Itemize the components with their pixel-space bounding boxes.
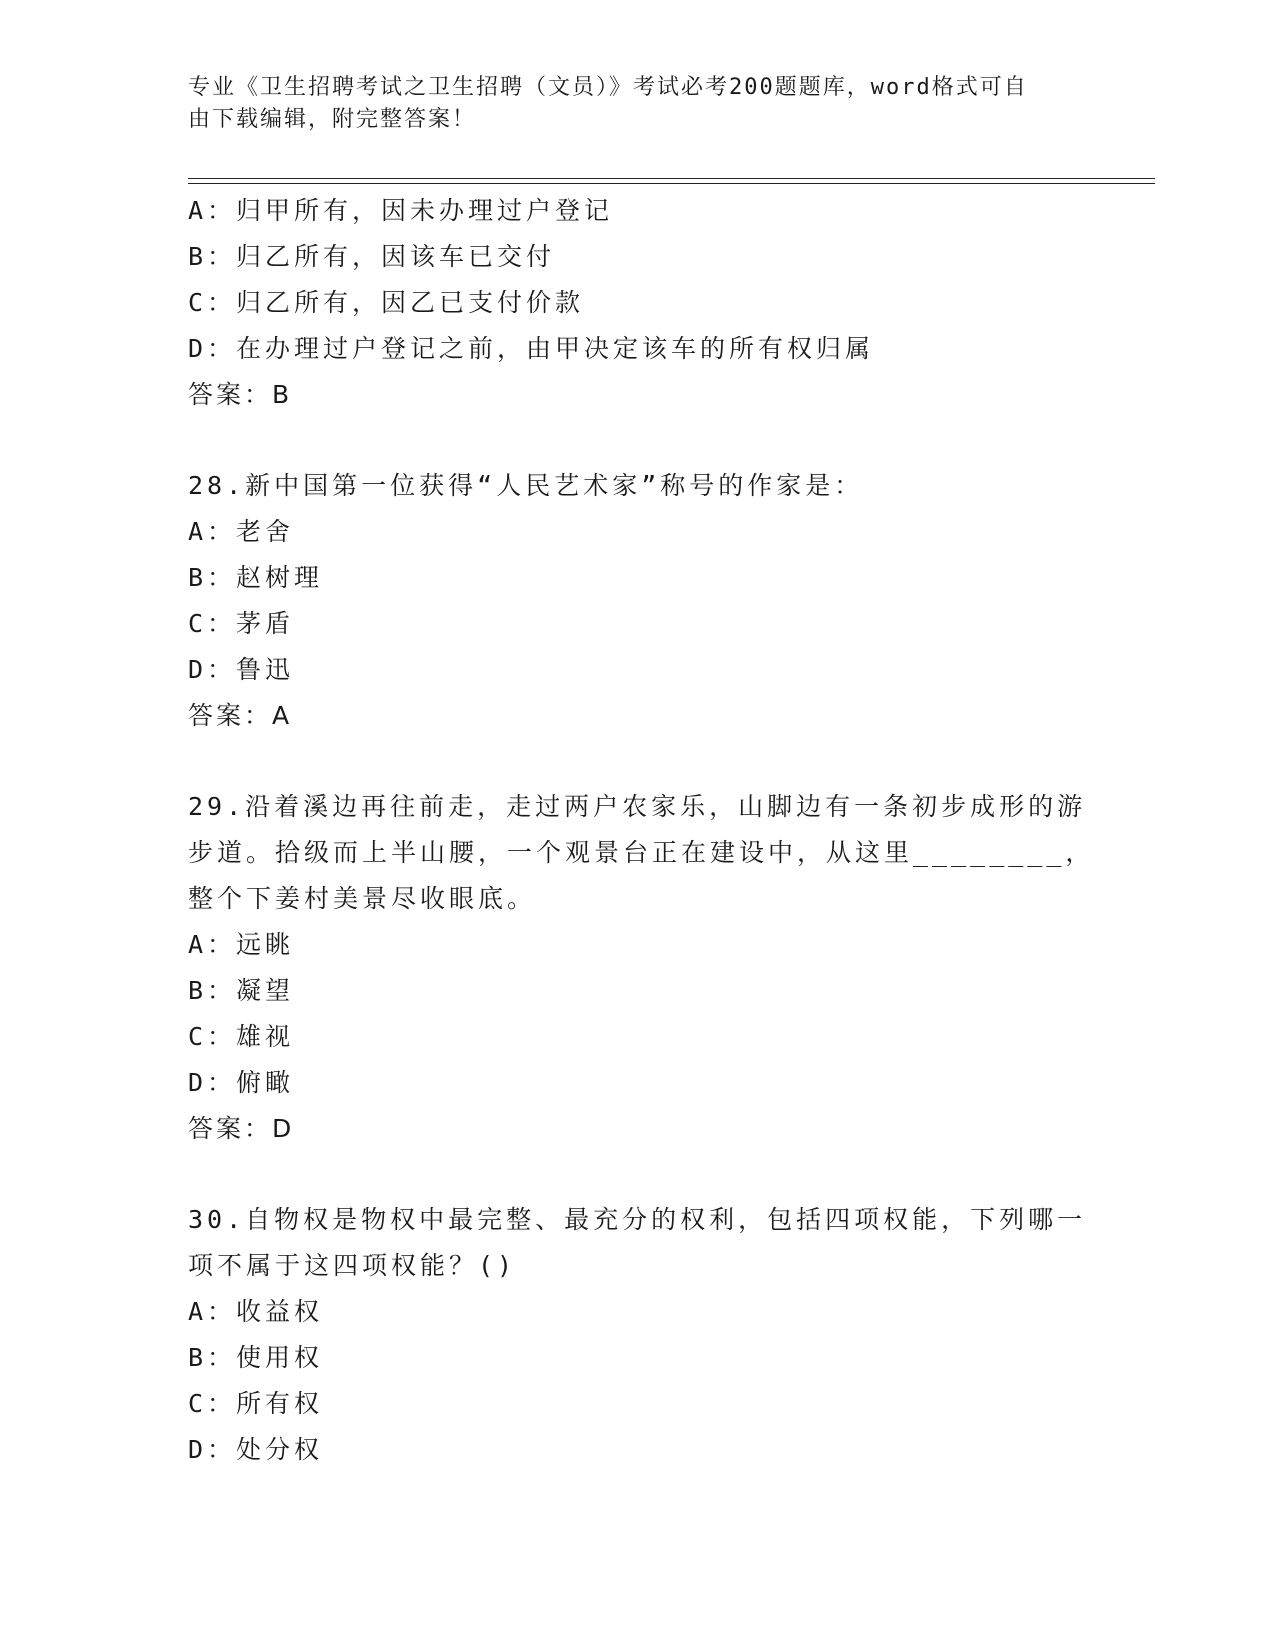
- option-b: B：赵树理: [188, 563, 324, 592]
- question-list: [188, 188, 1095, 1473]
- option-b: B：使用权: [188, 1343, 324, 1372]
- question-text-line-2: 项不属于这四项权能？(): [188, 1251, 517, 1280]
- question-text-line-1: 29.沿着溪边再往前走，走过两户农家乐，山脚边有一条初步成形的游: [188, 792, 1087, 821]
- question-text-line-3: 整个下姜村美景尽收眼底。: [188, 884, 537, 913]
- option-d: D：鲁迅: [188, 655, 295, 684]
- option-b: B：凝望: [188, 976, 295, 1005]
- question-text-line-1: 30.自物权是物权中最完整、最充分的权利，包括四项权能，下列哪一: [188, 1205, 1087, 1234]
- option-a: A：远眺: [188, 930, 295, 959]
- option-a: A：收益权: [188, 1297, 324, 1326]
- answer: 答案：A: [188, 701, 293, 730]
- question-27: [188, 188, 1088, 418]
- question-29: [188, 784, 1095, 1152]
- option-c: C：所有权: [188, 1389, 324, 1418]
- option-c: C：雄视: [188, 1022, 295, 1051]
- answer: 答案：D: [188, 1114, 295, 1143]
- option-a: A：归甲所有，因未办理过户登记: [188, 196, 614, 225]
- option-d: D：在办理过户登记之前，由甲决定该车的所有权归属: [188, 334, 875, 363]
- header-divider-bottom: [188, 183, 1155, 184]
- option-b: B：归乙所有，因该车已交付: [188, 242, 556, 271]
- question-text-line-2: 步道。拾级而上半山腰，一个观景台正在建设中，从这里________，: [188, 838, 1095, 867]
- spacer: [188, 739, 1088, 784]
- option-c: C：归乙所有，因乙已支付价款: [188, 288, 585, 317]
- spacer: [188, 1152, 1088, 1197]
- document-header: [188, 72, 1088, 136]
- answer: 答案：B: [188, 380, 293, 409]
- header-divider-top: [188, 178, 1155, 179]
- option-d: D：俯瞰: [188, 1068, 295, 1097]
- question-28: [188, 463, 1088, 739]
- question-30: [188, 1197, 1088, 1473]
- header-line-2: 由下载编辑，附完整答案！: [188, 107, 477, 132]
- header-line-1: 专业《卫生招聘考试之卫生招聘（文员）》考试必考200题题库，word格式可自: [188, 75, 1028, 100]
- spacer: [188, 418, 1088, 463]
- option-a: A：老舍: [188, 517, 295, 546]
- option-d: D：处分权: [188, 1435, 324, 1464]
- question-text: 28.新中国第一位获得“人民艺术家”称号的作家是：: [188, 471, 864, 500]
- option-c: C：茅盾: [188, 609, 295, 638]
